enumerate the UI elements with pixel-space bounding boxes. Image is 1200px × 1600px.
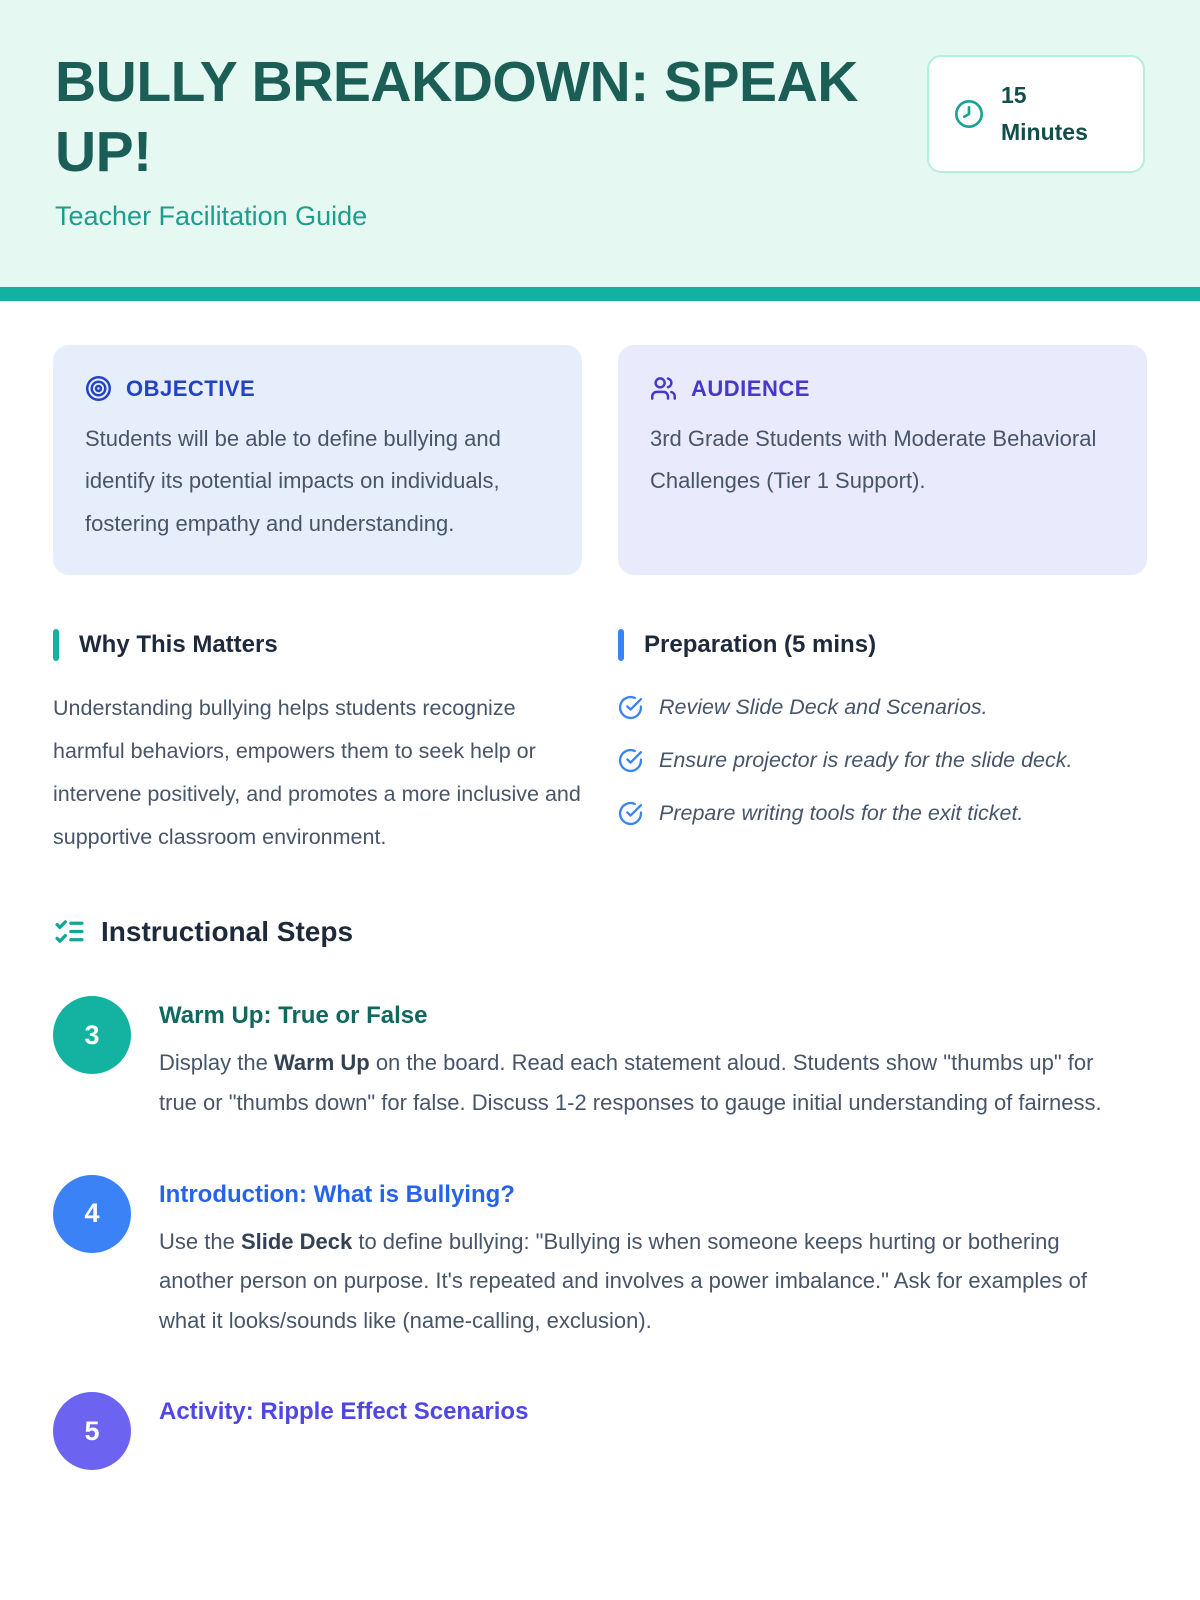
target-icon [85,375,112,402]
steps-list [53,996,1147,1470]
prep-item-text: Review Slide Deck and Scenarios. [659,695,988,720]
why-text: Understanding bullying helps students recognize harmful behaviors, empowers them to seek help or intervene positively, and promotes a more inclusive and supportive classroom environment. [53,696,581,850]
page-title: BULLY BREAKDOWN: SPEAK UP! [55,50,858,184]
check-circle-icon [618,801,643,826]
step-content [159,1392,528,1470]
preparation-section [618,629,1147,859]
step-number-badge: 5 [53,1392,131,1470]
steps-heading: Instructional Steps [101,915,354,947]
prep-checklist-item [618,793,1147,834]
duration-text [1001,77,1088,151]
page-subtitle: Teacher Facilitation Guide [55,201,368,232]
check-circle-icon [618,748,643,773]
step-title: Warm Up: True or False [159,1002,428,1030]
check-circle-icon [618,695,643,720]
step-activity [53,1392,1147,1470]
step-number-badge: 3 [53,996,131,1074]
header-titles [55,48,895,232]
audience-card [618,345,1147,575]
audience-card-header [650,375,1115,402]
prep-accent-bar [618,629,624,661]
duration-unit: Minutes [1001,118,1088,145]
objective-label: OBJECTIVE [126,375,256,401]
why-accent-bar [53,629,59,661]
step-introduction [53,1175,1147,1341]
why-this-matters-section [53,629,582,859]
objective-text: Students will be able to define bullying and identify its potential impacts on individuals, fostering empathy and understanding. [85,426,501,536]
step-number-badge: 4 [53,1175,131,1253]
instructional-steps-section [53,915,1147,1470]
duration-card [927,55,1145,173]
step-body: Use the Slide Deck to define bullying: "Bullying is when someone keeps hurting or bothering another person on purpose. It's repeated and involves a power imbalance." Ask for examples of what it looks/sounds like (name-calling, exclusion). [159,1228,1087,1333]
steps-heading-row [53,915,1147,948]
info-cards-row [53,345,1147,575]
prep-checklist-item [618,687,1147,728]
step-body: Display the Warm Up on the board. Read each statement aloud. Students show "thumbs up" for true or "thumbs down" for false. Discuss 1-2 responses to gauge initial understanding of fairness. [159,1050,1102,1115]
step-title: Introduction: What is Bullying? [159,1180,515,1208]
context-row [53,629,1147,859]
prep-checklist-item [618,740,1147,781]
step-content [159,996,1114,1122]
duration-value: 15 [1001,82,1027,108]
why-heading-row [53,629,582,661]
list-checks-icon [53,915,86,948]
clock-icon [953,98,985,130]
content [0,345,1200,1470]
prep-item-text: Prepare writing tools for the exit ticket. [659,801,1024,826]
step-title: Activity: Ripple Effect Scenarios [159,1398,529,1426]
prep-item-text: Ensure projector is ready for the slide deck. [659,748,1073,773]
step-warm-up [53,996,1147,1122]
step-content [159,1175,1114,1341]
prep-heading-row [618,629,1147,661]
audience-text: 3rd Grade Students with Moderate Behavioral Challenges (Tier 1 Support). [650,426,1097,494]
header [0,0,1200,287]
objective-card-header [85,375,550,402]
why-heading: Why This Matters [79,631,278,659]
audience-label: AUDIENCE [691,375,810,401]
prep-heading: Preparation (5 mins) [644,631,877,659]
objective-card [53,345,582,575]
users-icon [650,375,677,402]
prep-checklist [618,687,1147,834]
header-divider [0,287,1200,301]
